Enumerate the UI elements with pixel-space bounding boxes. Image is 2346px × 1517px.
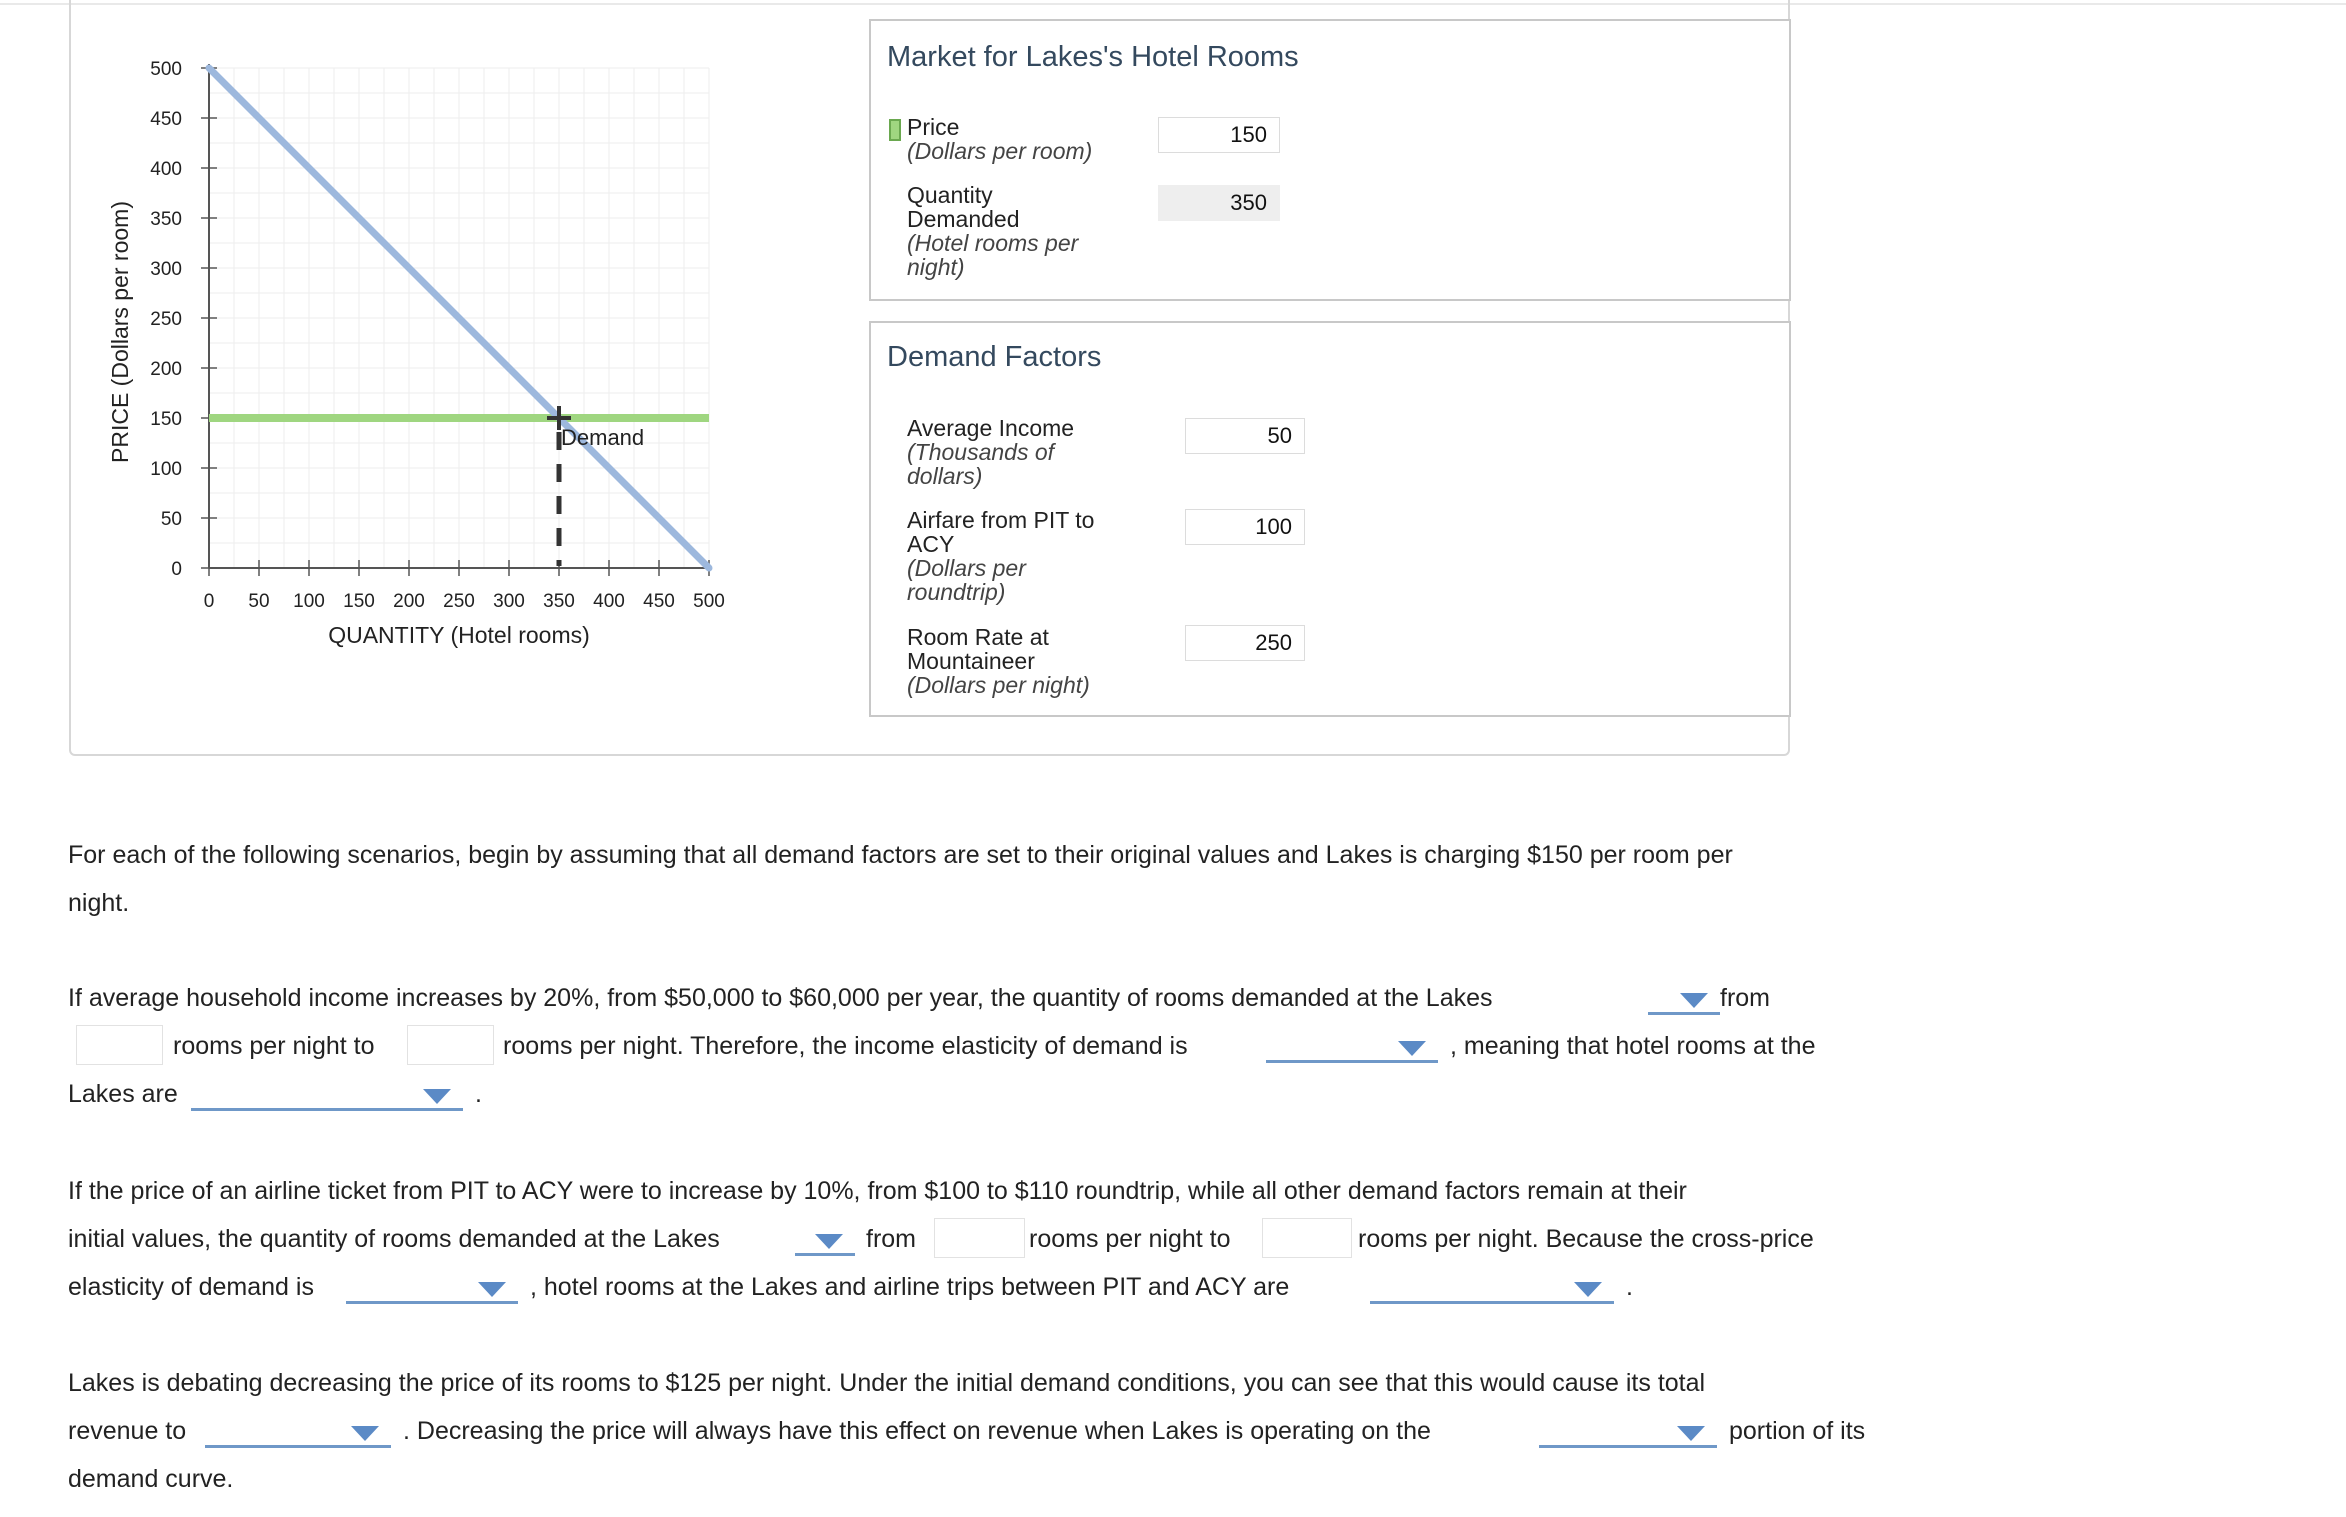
q1-text-f: Lakes are: [68, 1080, 178, 1108]
q3-text-d: portion of its: [1729, 1417, 1866, 1445]
room-label-2: Mountaineer: [907, 648, 1035, 674]
q1-text-d: rooms per night. Therefore, the income elasticity of demand is: [503, 1032, 1188, 1060]
price-swatch-icon: [889, 119, 901, 141]
intro-line-2: night.: [68, 889, 130, 917]
q2-text-a: If the price of an airline ticket from PIT to ACY were to increase by 10%, from $100 to $110 roundtrip, while all other demand factors remain at their: [68, 1177, 1687, 1205]
airfare-label-1: Airfare from PIT to: [907, 507, 1095, 533]
qd-label-2: Demanded: [907, 206, 1020, 232]
quantity-demanded-label: [907, 183, 1078, 279]
q2-text-d: rooms per night to: [1029, 1225, 1231, 1253]
room-rate-input[interactable]: 250: [1185, 625, 1305, 661]
y-tick-label: 300: [150, 259, 182, 280]
demand-graph: [0, 0, 800, 700]
demand-label: Demand: [561, 425, 645, 450]
q2-text-b: initial values, the quantity of rooms demanded at the Lakes: [68, 1225, 720, 1253]
airfare-unit-2: roundtrip): [907, 579, 1006, 605]
income-label: [907, 416, 1074, 488]
q1-elasticity-dropdown[interactable]: [1266, 1033, 1438, 1063]
q3-revenue-dropdown[interactable]: [205, 1418, 391, 1448]
tick-labels: [150, 59, 725, 612]
x-tick-label: 0: [203, 591, 215, 612]
q2-cross-elasticity-dropdown[interactable]: [346, 1274, 518, 1304]
y-tick-label: 150: [150, 409, 182, 430]
market-title: Market for Lakes's Hotel Rooms: [887, 41, 1299, 73]
q2-text-g: , hotel rooms at the Lakes and airline trips between PIT and ACY are: [530, 1273, 1290, 1301]
income-unit-2: dollars): [907, 463, 983, 489]
q1-good-type-dropdown[interactable]: [191, 1081, 463, 1111]
y-tick-label: 50: [160, 509, 182, 530]
x-tick-label: 50: [248, 591, 270, 612]
q1-text-b: from: [1720, 984, 1770, 1012]
airfare-label-2: ACY: [907, 531, 955, 557]
x-tick-label: 250: [443, 591, 475, 612]
x-tick-label: 300: [493, 591, 525, 612]
chevron-down-icon: [478, 1282, 506, 1297]
x-tick-label: 350: [543, 591, 575, 612]
q2-direction-dropdown[interactable]: [795, 1226, 855, 1256]
x-tick-label: 450: [643, 591, 675, 612]
x-tick-label: 100: [293, 591, 325, 612]
intro-line-1: For each of the following scenarios, begin by assuming that all demand factors are set to their original values and Lakes is charging $150 per room per: [68, 841, 1733, 869]
quantity-demanded-value: 350: [1158, 185, 1280, 221]
airfare-label: [907, 508, 1094, 604]
airfare-input[interactable]: 100: [1185, 509, 1305, 545]
y-tick-label: 450: [150, 109, 182, 130]
q3-text-a: Lakes is debating decreasing the price of its rooms to $125 per night. Under the initial demand conditions, you can see that this would cause its total: [68, 1369, 1706, 1397]
q2-text-e: rooms per night. Because the cross-price: [1358, 1225, 1814, 1253]
y-tick-label: 200: [150, 359, 182, 380]
q2-text-h: .: [1626, 1273, 1633, 1301]
q2-from-input[interactable]: [934, 1218, 1025, 1258]
income-input[interactable]: 50: [1185, 418, 1305, 454]
y-tick-label: 350: [150, 209, 182, 230]
y-tick-label: 500: [150, 59, 182, 80]
q3-text-e: demand curve.: [68, 1465, 234, 1493]
y-tick-label: 0: [171, 559, 182, 580]
price-input[interactable]: 150: [1158, 117, 1280, 153]
q1-from-input[interactable]: [76, 1025, 163, 1065]
q1-text-c: rooms per night to: [173, 1032, 375, 1060]
price-label-text: Price: [907, 114, 960, 140]
income-unit-1: (Thousands of: [907, 439, 1055, 465]
q1-text-e: , meaning that hotel rooms at the: [1450, 1032, 1816, 1060]
airfare-unit-1: (Dollars per: [907, 555, 1026, 581]
demand-factors-title: Demand Factors: [887, 341, 1102, 373]
q1-text-a: If average household income increases by 20%, from $50,000 to $60,000 per year, the quantity of rooms demanded at the Lakes: [68, 984, 1493, 1012]
q3-text-c: . Decreasing the price will always have this effect on revenue when Lakes is operating on the: [403, 1417, 1431, 1445]
chevron-down-icon: [351, 1426, 379, 1441]
q2-text-f: elasticity of demand is: [68, 1273, 314, 1301]
chevron-down-icon: [1677, 1426, 1705, 1441]
q1-direction-dropdown[interactable]: [1648, 985, 1720, 1015]
qd-unit-2: night): [907, 254, 965, 280]
x-tick-label: 200: [393, 591, 425, 612]
y-tick-label: 250: [150, 309, 182, 330]
income-label-text: Average Income: [907, 415, 1075, 441]
market-panel: [869, 19, 1791, 301]
q2-text-c: from: [866, 1225, 916, 1253]
y-tick-label: 400: [150, 159, 182, 180]
x-tick-label: 500: [693, 591, 725, 612]
chevron-down-icon: [1680, 993, 1708, 1008]
demand-factors-panel: [869, 321, 1791, 717]
chevron-down-icon: [423, 1089, 451, 1104]
chevron-down-icon: [1398, 1041, 1426, 1056]
q3-portion-dropdown[interactable]: [1539, 1418, 1717, 1448]
q2-to-input[interactable]: [1262, 1218, 1352, 1258]
price-unit: (Dollars per room): [907, 138, 1093, 164]
x-tick-label: 150: [343, 591, 375, 612]
x-tick-label: 400: [593, 591, 625, 612]
room-label-1: Room Rate at: [907, 624, 1049, 650]
qd-label-1: Quantity: [907, 182, 993, 208]
y-axis-label: PRICE (Dollars per room): [107, 201, 133, 463]
q3-text-b: revenue to: [68, 1417, 187, 1445]
room-rate-label: [907, 625, 1090, 697]
y-tick-label: 100: [150, 459, 182, 480]
x-axis-label: QUANTITY (Hotel rooms): [328, 622, 590, 648]
q2-relationship-dropdown[interactable]: [1370, 1274, 1614, 1304]
q1-text-g: .: [475, 1080, 482, 1108]
chevron-down-icon: [815, 1234, 843, 1249]
q1-to-input[interactable]: [407, 1025, 494, 1065]
price-label: [907, 115, 1092, 163]
qd-unit-1: (Hotel rooms per: [907, 230, 1079, 256]
room-unit: (Dollars per night): [907, 672, 1090, 698]
chevron-down-icon: [1574, 1282, 1602, 1297]
